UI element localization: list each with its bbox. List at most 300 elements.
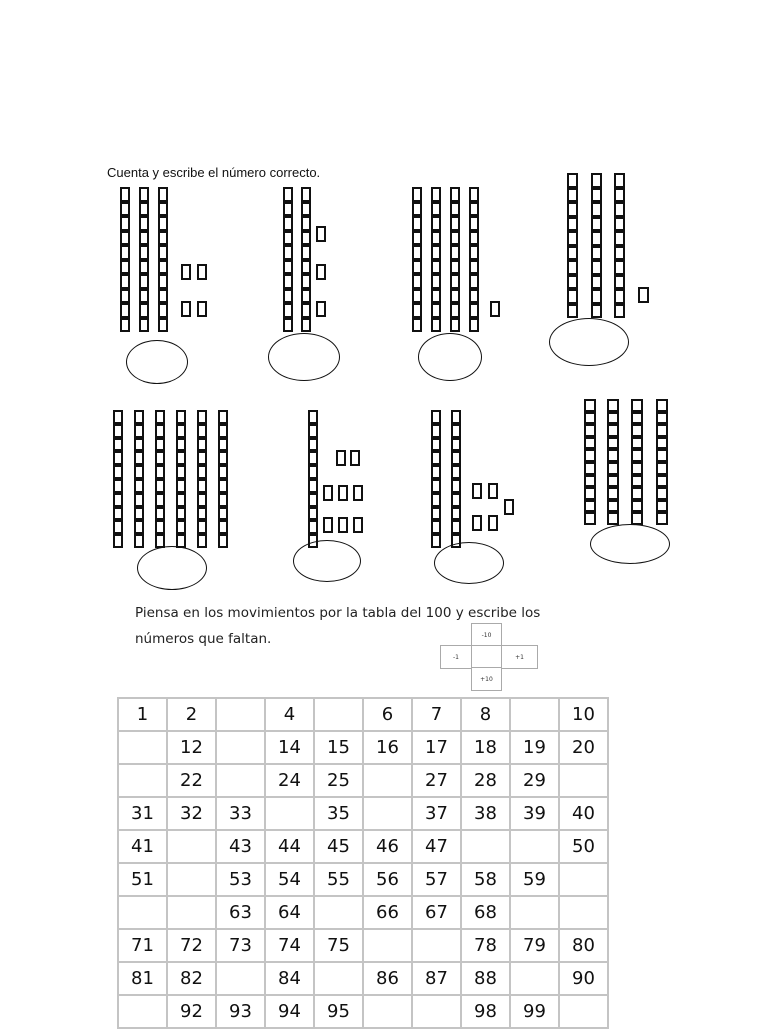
ten-rod-cube — [431, 534, 441, 548]
ten-rod-cube — [567, 260, 578, 275]
number-cell: 40 — [559, 797, 608, 830]
number-cell: 37 — [412, 797, 461, 830]
ten-rod-cube — [197, 479, 207, 493]
number-cell: 72 — [167, 929, 216, 962]
number-cell: 43 — [216, 830, 265, 863]
number-cell: 93 — [216, 995, 265, 1028]
answer-oval[interactable] — [126, 340, 188, 384]
ten-rod-cube — [176, 438, 186, 452]
ten-rod-cube — [584, 449, 596, 462]
ten-rod-cube — [591, 304, 602, 319]
ten-rod-cube — [134, 534, 144, 548]
number-cell: 27 — [412, 764, 461, 797]
ten-rod-cube — [218, 410, 228, 424]
number-cell: 1 — [118, 698, 167, 731]
unit-cube — [490, 301, 500, 317]
empty-number-cell[interactable] — [363, 929, 412, 962]
ten-rod-cube — [584, 462, 596, 475]
empty-number-cell[interactable] — [314, 896, 363, 929]
empty-number-cell[interactable] — [216, 698, 265, 731]
ten-rod-cube — [308, 424, 318, 438]
ten-rod-cube — [155, 451, 165, 465]
number-cell: 53 — [216, 863, 265, 896]
ten-rod-cube — [113, 520, 123, 534]
number-cell: 68 — [461, 896, 510, 929]
hundred-chart-row — [118, 929, 608, 962]
ten-rod-cube — [218, 534, 228, 548]
ten-rod-cube — [584, 475, 596, 488]
ten-rod-cube — [176, 465, 186, 479]
ten-rod-cube — [656, 487, 668, 500]
ten-rod-cube — [614, 289, 625, 304]
ten-rod-cube — [469, 245, 479, 260]
unit-cube — [504, 499, 514, 515]
unit-cube — [488, 483, 498, 499]
ten-rod-cube — [158, 245, 168, 260]
ten-rod-cube — [120, 202, 130, 217]
number-cell: 67 — [412, 896, 461, 929]
unit-cube — [316, 301, 326, 317]
empty-number-cell[interactable] — [363, 995, 412, 1028]
ten-rod-cube — [412, 274, 422, 289]
ten-rod-cube — [134, 410, 144, 424]
ten-rod-cube — [308, 479, 318, 493]
move-center-cell — [471, 645, 502, 669]
ten-rod-cube — [113, 410, 123, 424]
ten-rod-cube — [155, 438, 165, 452]
number-cell: 63 — [216, 896, 265, 929]
ten-rod-cube — [283, 202, 293, 217]
ten-rod-cube — [591, 231, 602, 246]
ten-rod-cube — [139, 318, 149, 333]
ten-rod-cube — [134, 479, 144, 493]
ten-rod-cube — [308, 507, 318, 521]
unit-cube — [472, 515, 482, 531]
empty-number-cell[interactable] — [363, 764, 412, 797]
ten-rod-cube — [301, 202, 311, 217]
ten-rod-cube — [607, 437, 619, 450]
empty-number-cell[interactable] — [559, 764, 608, 797]
ten-rod-cube — [113, 465, 123, 479]
number-cell: 10 — [559, 698, 608, 731]
number-cell: 35 — [314, 797, 363, 830]
ten-rod-cube — [412, 231, 422, 246]
ten-rod-cube — [134, 465, 144, 479]
empty-number-cell[interactable] — [559, 896, 608, 929]
ten-rod-cube — [176, 451, 186, 465]
ten-rod-cube — [155, 493, 165, 507]
ten-rod-cube — [631, 462, 643, 475]
ten-rod-cube — [451, 451, 461, 465]
ten-rod-cube — [120, 260, 130, 275]
ten-rod-cube — [591, 275, 602, 290]
empty-number-cell[interactable] — [167, 896, 216, 929]
ten-rod-cube — [431, 187, 441, 202]
unit-cube — [181, 264, 191, 280]
ten-rod-cube — [301, 216, 311, 231]
ten-rod-cube — [567, 231, 578, 246]
ten-rod-cube — [431, 479, 441, 493]
ten-rod-cube — [431, 289, 441, 304]
ten-rod-cube — [158, 318, 168, 333]
number-cell: 86 — [363, 962, 412, 995]
ten-rod-cube — [591, 246, 602, 261]
empty-number-cell[interactable] — [265, 797, 314, 830]
empty-number-cell[interactable] — [118, 896, 167, 929]
ten-rod-cube — [607, 462, 619, 475]
ten-rod-cube — [591, 202, 602, 217]
ten-rod-cube — [607, 512, 619, 525]
number-cell: 87 — [412, 962, 461, 995]
ten-rod-cube — [469, 231, 479, 246]
ten-rod-cube — [308, 438, 318, 452]
ten-rod-cube — [450, 318, 460, 333]
ten-rod-cube — [451, 507, 461, 521]
ten-rod-cube — [139, 202, 149, 217]
ten-rod-cube — [283, 231, 293, 246]
answer-oval[interactable] — [268, 333, 340, 381]
ten-rod-cube — [113, 424, 123, 438]
empty-number-cell[interactable] — [314, 698, 363, 731]
ten-rod-cube — [139, 231, 149, 246]
ten-rod-cube — [469, 202, 479, 217]
ten-rod-cube — [431, 493, 441, 507]
ten-rod-cube — [176, 424, 186, 438]
number-cell: 12 — [167, 731, 216, 764]
number-cell: 33 — [216, 797, 265, 830]
ten-rod-cube — [451, 410, 461, 424]
unit-cube — [323, 517, 333, 533]
ten-rod-cube — [614, 188, 625, 203]
number-cell: 79 — [510, 929, 559, 962]
answer-oval[interactable] — [293, 540, 361, 582]
ten-rod-cube — [631, 500, 643, 513]
ten-rod-cube — [412, 318, 422, 333]
ten-rod-cube — [134, 438, 144, 452]
ten-rod-cube — [631, 437, 643, 450]
ten-rod-cube — [567, 289, 578, 304]
ten-rod-cube — [607, 424, 619, 437]
number-cell: 95 — [314, 995, 363, 1028]
unit-cube — [323, 485, 333, 501]
ten-rod-cube — [431, 231, 441, 246]
number-cell: 55 — [314, 863, 363, 896]
number-cell: 18 — [461, 731, 510, 764]
ten-rod-cube — [591, 173, 602, 188]
ten-rod-cube — [197, 424, 207, 438]
ten-rod-cube — [176, 410, 186, 424]
empty-number-cell[interactable] — [510, 698, 559, 731]
empty-number-cell[interactable] — [118, 995, 167, 1028]
unit-cube — [181, 301, 191, 317]
ten-rod-cube — [450, 187, 460, 202]
unit-cube — [197, 301, 207, 317]
ten-rod-cube — [134, 424, 144, 438]
number-cell: 4 — [265, 698, 314, 731]
number-cell: 99 — [510, 995, 559, 1028]
ten-rod-cube — [283, 274, 293, 289]
hundred-chart-row — [118, 731, 608, 764]
ten-rod-cube — [301, 303, 311, 318]
ten-rod-cube — [631, 475, 643, 488]
number-cell: 88 — [461, 962, 510, 995]
number-cell: 44 — [265, 830, 314, 863]
move-right-cell: +1 — [501, 645, 538, 669]
number-cell: 94 — [265, 995, 314, 1028]
ten-rod-cube — [631, 487, 643, 500]
empty-number-cell[interactable] — [216, 962, 265, 995]
number-cell: 8 — [461, 698, 510, 731]
hundred-chart-row — [118, 896, 608, 929]
ten-rod-cube — [134, 493, 144, 507]
ten-rod-cube — [139, 303, 149, 318]
ten-rod-cube — [283, 245, 293, 260]
ten-rod-cube — [176, 479, 186, 493]
number-cell: 98 — [461, 995, 510, 1028]
ten-rod-cube — [412, 187, 422, 202]
hundred-chart-row — [118, 830, 608, 863]
ten-rod-cube — [469, 318, 479, 333]
ten-rod-cube — [218, 424, 228, 438]
hundred-chart-row — [118, 698, 608, 731]
answer-oval[interactable] — [434, 542, 504, 584]
number-cell: 56 — [363, 863, 412, 896]
ten-rod-cube — [431, 410, 441, 424]
move-left-cell: -1 — [440, 645, 472, 669]
ten-rod-cube — [451, 479, 461, 493]
ten-rod-cube — [656, 449, 668, 462]
hundred-chart-row — [118, 797, 608, 830]
ten-rod-cube — [412, 289, 422, 304]
number-cell: 75 — [314, 929, 363, 962]
ten-rod-cube — [113, 479, 123, 493]
ten-rod-cube — [155, 424, 165, 438]
ten-rod-cube — [113, 507, 123, 521]
ten-rod-cube — [218, 507, 228, 521]
empty-number-cell[interactable] — [559, 995, 608, 1028]
ten-rod-cube — [412, 260, 422, 275]
ten-rod-cube — [631, 424, 643, 437]
empty-number-cell[interactable] — [118, 764, 167, 797]
ten-rod-cube — [614, 246, 625, 261]
hundred-chart — [117, 697, 609, 1029]
empty-number-cell[interactable] — [167, 863, 216, 896]
ten-rod-cube — [412, 303, 422, 318]
ten-rod-cube — [431, 520, 441, 534]
empty-number-cell[interactable] — [461, 830, 510, 863]
ten-rod-cube — [450, 274, 460, 289]
move-down-cell: +10 — [471, 667, 502, 691]
ten-rod-cube — [431, 424, 441, 438]
ten-rod-cube — [283, 260, 293, 275]
number-cell: 39 — [510, 797, 559, 830]
unit-cube — [336, 450, 346, 466]
number-cell: 59 — [510, 863, 559, 896]
number-cell: 71 — [118, 929, 167, 962]
ten-rod-cube — [656, 512, 668, 525]
ten-rod-cube — [451, 493, 461, 507]
answer-oval[interactable] — [418, 333, 482, 381]
move-up-cell: -10 — [471, 623, 502, 647]
empty-number-cell[interactable] — [510, 962, 559, 995]
empty-number-cell[interactable] — [412, 929, 461, 962]
ten-rod-cube — [134, 451, 144, 465]
ten-rod-cube — [308, 451, 318, 465]
unit-cube — [638, 287, 649, 303]
empty-number-cell[interactable] — [363, 797, 412, 830]
unit-cube — [353, 517, 363, 533]
ten-rod-cube — [584, 399, 596, 412]
ten-rod-cube — [450, 202, 460, 217]
ten-rod-cube — [450, 216, 460, 231]
ten-rod-cube — [431, 318, 441, 333]
ten-rod-cube — [656, 437, 668, 450]
empty-number-cell[interactable] — [412, 995, 461, 1028]
ten-rod-cube — [631, 412, 643, 425]
ten-rod-cube — [469, 289, 479, 304]
number-cell: 31 — [118, 797, 167, 830]
ten-rod-cube — [431, 451, 441, 465]
ten-rod-cube — [431, 438, 441, 452]
number-cell: 16 — [363, 731, 412, 764]
hundred-chart-row — [118, 962, 608, 995]
ten-rod-cube — [431, 245, 441, 260]
ten-rod-cube — [218, 520, 228, 534]
ten-rod-cube — [155, 520, 165, 534]
ten-rod-cube — [218, 451, 228, 465]
ten-rod-cube — [197, 410, 207, 424]
ten-rod-cube — [113, 451, 123, 465]
ten-rod-cube — [197, 507, 207, 521]
ten-rod-cube — [469, 260, 479, 275]
ten-rod-cube — [197, 438, 207, 452]
number-cell: 20 — [559, 731, 608, 764]
ten-rod-cube — [450, 245, 460, 260]
number-cell: 25 — [314, 764, 363, 797]
ten-rod-cube — [120, 289, 130, 304]
ten-rod-cube — [591, 188, 602, 203]
ten-rod-cube — [158, 303, 168, 318]
ten-rod-cube — [584, 424, 596, 437]
unit-cube — [197, 264, 207, 280]
ten-rod-cube — [301, 289, 311, 304]
answer-oval[interactable] — [590, 524, 670, 564]
empty-number-cell[interactable] — [118, 731, 167, 764]
empty-number-cell[interactable] — [314, 962, 363, 995]
ten-rod-cube — [197, 451, 207, 465]
ten-rod-cube — [567, 188, 578, 203]
empty-number-cell[interactable] — [167, 830, 216, 863]
unit-cube — [350, 450, 360, 466]
number-cell: 81 — [118, 962, 167, 995]
number-cell: 28 — [461, 764, 510, 797]
ten-rod-cube — [283, 318, 293, 333]
ten-rod-cube — [155, 410, 165, 424]
number-cell: 41 — [118, 830, 167, 863]
hundred-chart-row — [118, 764, 608, 797]
ten-rod-cube — [591, 217, 602, 232]
ten-rod-cube — [431, 303, 441, 318]
number-cell: 14 — [265, 731, 314, 764]
answer-oval[interactable] — [549, 318, 629, 366]
ten-rod-cube — [431, 274, 441, 289]
ten-rod-cube — [614, 173, 625, 188]
answer-oval[interactable] — [137, 546, 207, 590]
ten-rod-cube — [584, 412, 596, 425]
ten-rod-cube — [656, 412, 668, 425]
ten-rod-cube — [176, 493, 186, 507]
ten-rod-cube — [412, 202, 422, 217]
ten-rod-cube — [567, 275, 578, 290]
ten-rod-cube — [614, 231, 625, 246]
ten-rod-cube — [308, 493, 318, 507]
ten-rod-cube — [308, 465, 318, 479]
ten-rod-cube — [567, 202, 578, 217]
ten-rod-cube — [308, 520, 318, 534]
number-cell: 22 — [167, 764, 216, 797]
number-cell: 45 — [314, 830, 363, 863]
ten-rod-cube — [158, 260, 168, 275]
ten-rod-cube — [656, 475, 668, 488]
number-cell: 78 — [461, 929, 510, 962]
ten-rod-cube — [283, 216, 293, 231]
ten-rod-cube — [120, 245, 130, 260]
ten-rod-cube — [283, 289, 293, 304]
unit-cube — [488, 515, 498, 531]
number-cell: 38 — [461, 797, 510, 830]
ten-rod-cube — [469, 187, 479, 202]
ten-rod-cube — [301, 187, 311, 202]
ten-rod-cube — [607, 399, 619, 412]
ten-rod-cube — [218, 493, 228, 507]
instruction-line-2: números que faltan. — [135, 631, 272, 647]
ten-rod-cube — [584, 500, 596, 513]
number-cell: 54 — [265, 863, 314, 896]
ten-rod-cube — [607, 487, 619, 500]
ten-rod-cube — [218, 479, 228, 493]
ten-rod-cube — [113, 534, 123, 548]
number-cell: 57 — [412, 863, 461, 896]
number-cell: 19 — [510, 731, 559, 764]
ten-rod-cube — [412, 216, 422, 231]
ten-rod-cube — [584, 437, 596, 450]
ten-rod-cube — [120, 274, 130, 289]
number-cell: 66 — [363, 896, 412, 929]
ten-rod-cube — [567, 173, 578, 188]
unit-cube — [316, 264, 326, 280]
ten-rod-cube — [607, 475, 619, 488]
ten-rod-cube — [431, 507, 441, 521]
empty-number-cell[interactable] — [510, 896, 559, 929]
ten-rod-cube — [451, 438, 461, 452]
ten-rod-cube — [120, 187, 130, 202]
empty-number-cell[interactable] — [510, 830, 559, 863]
empty-number-cell[interactable] — [216, 731, 265, 764]
ten-rod-cube — [197, 520, 207, 534]
ten-rod-cube — [158, 202, 168, 217]
ten-rod-cube — [469, 216, 479, 231]
hundred-chart-row — [118, 863, 608, 896]
empty-number-cell[interactable] — [216, 764, 265, 797]
ten-rod-cube — [656, 424, 668, 437]
number-cell: 58 — [461, 863, 510, 896]
ten-rod-cube — [584, 512, 596, 525]
ten-rod-cube — [218, 438, 228, 452]
ten-rod-cube — [450, 303, 460, 318]
ten-rod-cube — [469, 303, 479, 318]
empty-number-cell[interactable] — [559, 863, 608, 896]
ten-rod-cube — [155, 479, 165, 493]
